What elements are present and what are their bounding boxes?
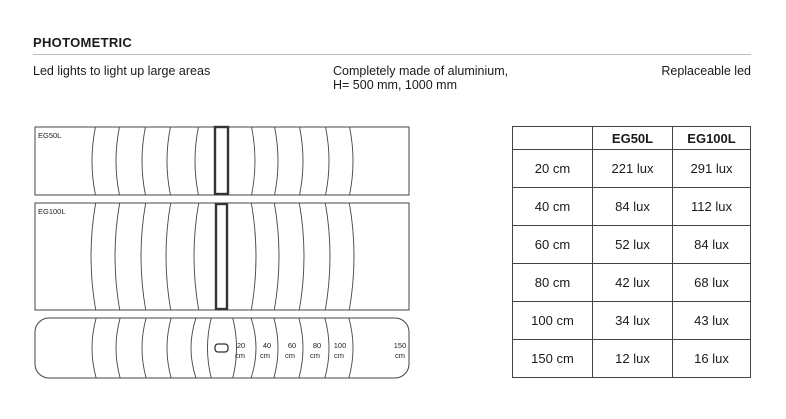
table-cell-distance: 80 cm: [513, 264, 593, 302]
topview-isoline: [298, 315, 303, 381]
eg50l-isoline: [195, 120, 200, 202]
eg100l-isoline: [166, 196, 172, 317]
table-header-cell: [513, 127, 593, 150]
table-row: [513, 264, 751, 302]
topview-isoline: [273, 315, 278, 381]
table-header-cell: EG100L: [673, 127, 751, 150]
section-title: PHOTOMETRIC: [33, 35, 133, 50]
table-cell-eg50l: 84 lux: [593, 188, 673, 226]
topview-isoline: [232, 315, 237, 381]
eg100l-isoline: [115, 196, 121, 317]
eg100l-isoline: [194, 196, 200, 317]
eg100l-isoline: [324, 196, 330, 317]
topview-isoline: [348, 315, 353, 381]
table-row: [513, 340, 751, 378]
table-cell-eg100l: 43 lux: [673, 302, 751, 340]
table-cell-eg50l: 52 lux: [593, 226, 673, 264]
topview-isoline: [116, 315, 121, 381]
distance-label-unit: cm: [260, 351, 270, 360]
illuminance-table: [512, 126, 751, 378]
eg50l-isoline: [250, 120, 255, 202]
table-cell-eg100l: 68 lux: [673, 264, 751, 302]
feature-material-line1: Completely made of aluminium,: [333, 64, 509, 78]
eg50l-isoline: [142, 120, 147, 202]
topview-isoline: [92, 315, 97, 381]
topview-isoline: [142, 315, 147, 381]
topview-isoline: [208, 315, 213, 381]
distance-label-unit: cm: [285, 351, 295, 360]
distance-label-value: 40: [262, 341, 272, 350]
table-cell-eg50l: 221 lux: [593, 150, 673, 188]
topview-fixture: [215, 344, 228, 352]
eg100l-label: EG100L: [38, 207, 66, 216]
distance-label-unit: cm: [395, 351, 405, 360]
table-cell-eg50l: 42 lux: [593, 264, 673, 302]
eg50l-fixture: [215, 127, 228, 194]
table-header-row: [513, 127, 751, 150]
eg50l-isoline: [167, 120, 172, 202]
eg50l-isoline: [116, 120, 121, 202]
eg100l-isoline: [250, 196, 256, 317]
eg50l-label: EG50L: [38, 131, 62, 140]
distance-label-unit: cm: [334, 351, 344, 360]
eg100l-fixture: [216, 204, 227, 309]
eg50l-isoline: [324, 120, 329, 202]
table-cell-eg50l: 34 lux: [593, 302, 673, 340]
topview-isoline: [324, 315, 329, 381]
table-cell-distance: 100 cm: [513, 302, 593, 340]
topview-isoline: [191, 315, 197, 381]
eg50l-isoline: [273, 120, 278, 202]
table-cell-eg100l: 16 lux: [673, 340, 751, 378]
table-cell-distance: 40 cm: [513, 188, 593, 226]
distance-label-value: 80: [312, 341, 322, 350]
table-cell-eg100l: 84 lux: [673, 226, 751, 264]
table-cell-eg100l: 291 lux: [673, 150, 751, 188]
eg100l-isoline: [298, 196, 304, 317]
feature-material-line2: H= 500 mm, 1000 mm: [333, 78, 458, 92]
distance-label-value: 20: [236, 341, 246, 350]
table-cell-distance: 60 cm: [513, 226, 593, 264]
eg100l-isoline: [348, 196, 354, 317]
feature-replaceable-led: Replaceable led: [661, 64, 751, 78]
eg50l-isoline: [92, 120, 97, 202]
table-row: [513, 188, 751, 226]
eg50l-diagram: [35, 120, 409, 202]
distance-label-value: 60: [287, 341, 297, 350]
eg50l-isoline: [348, 120, 353, 202]
table-header-cell: EG50L: [593, 127, 673, 150]
table-row: [513, 150, 751, 188]
table-cell-eg100l: 112 lux: [673, 188, 751, 226]
distance-label-value: 100: [333, 341, 347, 350]
distance-label-value: 150: [393, 341, 407, 350]
table-cell-eg50l: 12 lux: [593, 340, 673, 378]
topview-isoline: [250, 315, 256, 381]
topview-isoline: [167, 315, 172, 381]
topview-diagram: [35, 315, 409, 381]
eg100l-isoline: [141, 196, 147, 317]
table-cell-distance: 150 cm: [513, 340, 593, 378]
table-row: [513, 226, 751, 264]
table-row: [513, 302, 751, 340]
distance-label-unit: cm: [235, 351, 245, 360]
eg100l-isoline: [91, 196, 97, 317]
eg50l-isoline: [298, 120, 303, 202]
eg100l-isoline: [273, 196, 279, 317]
distance-label-unit: cm: [310, 351, 320, 360]
eg100l-diagram: [35, 196, 409, 317]
feature-large-areas: Led lights to light up large areas: [33, 64, 211, 78]
table-cell-distance: 20 cm: [513, 150, 593, 188]
